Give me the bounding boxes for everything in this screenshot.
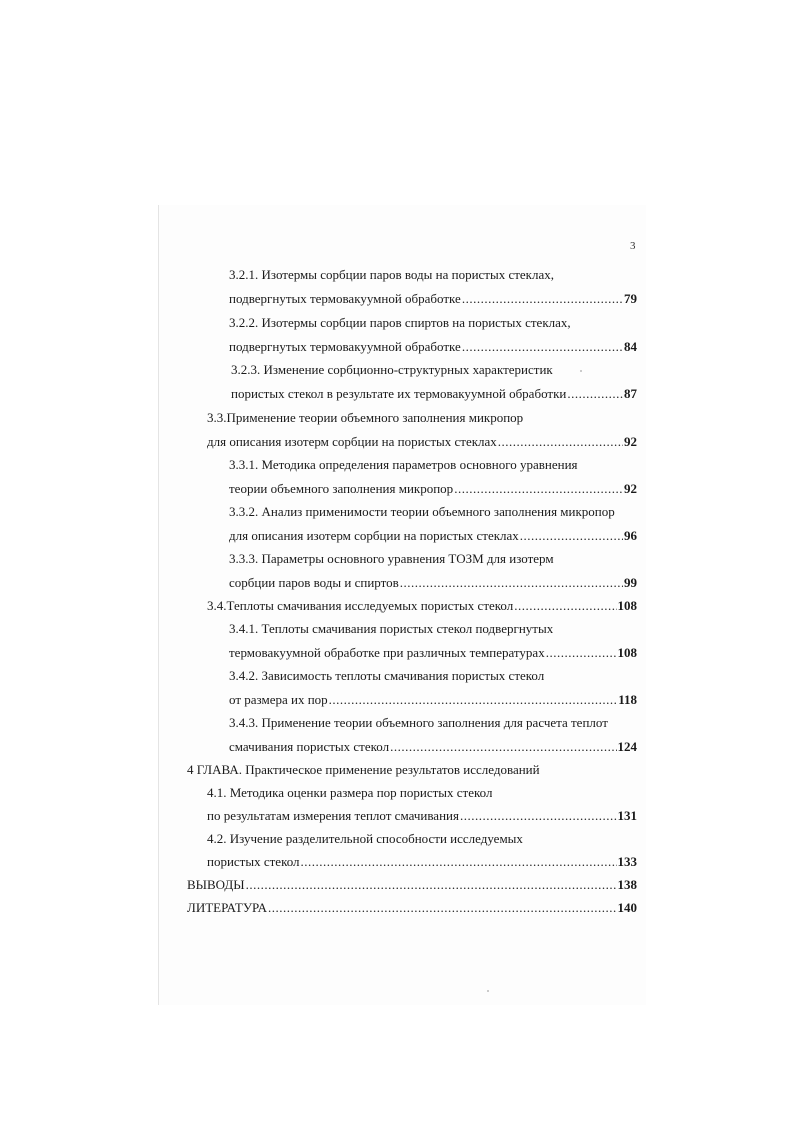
toc-entry-text: пористых стекол в результате их термовакуумной обработки — [231, 386, 567, 401]
toc-entry-4-2-line2 — [207, 854, 637, 870]
toc-page-ref: 131 — [617, 808, 637, 823]
dot-leader — [520, 528, 623, 544]
toc-entry-3-2-1-line2 — [229, 291, 637, 307]
toc-entry-3-4-2-line2 — [229, 692, 637, 708]
toc-page-ref: 84 — [624, 339, 637, 354]
dot-leader — [460, 808, 617, 824]
toc-entry-3-4-1-line2 — [229, 645, 637, 661]
toc-page-ref: 140 — [617, 900, 637, 915]
toc-entry-4-1-line2 — [207, 808, 637, 824]
toc-entry-chapter-4 — [187, 762, 540, 778]
toc-entry-text: 4.2. Изучение разделительной способности исследуемых — [207, 831, 523, 846]
toc-entry-3-3-3-line2 — [229, 575, 637, 591]
dot-leader — [514, 598, 616, 614]
dot-leader — [462, 291, 623, 307]
toc-page-ref: 108 — [617, 645, 637, 660]
dot-leader — [268, 900, 617, 916]
toc-entry-3-2-2-line1 — [229, 315, 571, 331]
toc-page-ref: 133 — [617, 854, 637, 869]
toc-entry-3-4 — [207, 598, 637, 614]
toc-entry-text: подвергнутых термовакуумной обработке — [229, 291, 461, 306]
toc-entry-3-4-2-line1 — [229, 668, 544, 684]
toc-entry-text: 4.1. Методика оценки размера пор пористых стекол — [207, 785, 493, 800]
dot-leader — [301, 854, 617, 870]
toc-page-ref: 118 — [618, 692, 637, 707]
dot-leader — [546, 645, 617, 661]
dot-leader — [462, 339, 623, 355]
toc-entry-text: 3.4.3. Применение теории объемного заполнения для расчета теплот — [229, 715, 608, 730]
toc-entry-text: 3.2.1. Изотермы сорбции паров воды на пористых стеклах, — [229, 267, 555, 282]
dot-leader — [498, 434, 623, 450]
toc-entry-text: 3.4.2. Зависимость теплоты смачивания пористых стекол — [229, 668, 545, 683]
toc-entry-text: пористых стекол — [207, 854, 300, 869]
toc-entry-text: 3.3.3. Параметры основного уравнения ТОЗМ для изотерм — [229, 551, 554, 566]
toc-page-ref: 99 — [624, 575, 637, 590]
toc-page-ref: 87 — [624, 386, 637, 401]
toc-entry-text: 3.3.2. Анализ применимости теории объемного заполнения микропор — [229, 504, 615, 519]
toc-entry-text: 3.3.1. Методика определения параметров основного уравнения — [229, 457, 578, 472]
toc-entry-text: подвергнутых термовакуумной обработке — [229, 339, 461, 354]
toc-entry-text: по результатам измерения теплот смачивания — [207, 808, 459, 823]
toc-entry-3-3-2-line2 — [229, 528, 637, 544]
toc-entry-text: ВЫВОДЫ — [187, 877, 245, 892]
toc-entry-text: 3.4.Теплоты смачивания исследуемых пористых стекол — [207, 598, 514, 613]
toc-entry-3-4-3-line2 — [229, 739, 637, 755]
toc-page-ref: 92 — [624, 434, 637, 449]
toc-entry-3-4-3-line1 — [229, 715, 608, 731]
page-number: 3 — [630, 240, 636, 252]
toc-entry-3-2-3-line1 — [231, 362, 553, 378]
dot-leader — [400, 575, 623, 591]
scan-speck — [487, 990, 489, 992]
dot-leader — [390, 739, 616, 755]
toc-entry-text: сорбции паров воды и спиртов — [229, 575, 399, 590]
toc-entry-3-3-3-line1 — [229, 551, 554, 567]
toc-entry-text: 3.3.Применение теории объемного заполнения микропор — [207, 410, 524, 425]
toc-entry-3-2-2-line2 — [229, 339, 637, 355]
toc-entry-text: смачивания пористых стекол — [229, 739, 390, 754]
toc-page-ref: 96 — [624, 528, 637, 543]
toc-entry-3-2-1-line1 — [229, 267, 554, 283]
toc-page-ref: 108 — [617, 598, 637, 613]
toc-entry-references — [187, 900, 637, 916]
toc-page-ref: 92 — [624, 481, 637, 496]
toc-page-ref: 138 — [617, 877, 637, 892]
toc-entry-text: 3.4.1. Теплоты смачивания пористых стекол подвергнутых — [229, 621, 554, 636]
toc-entry-3-3-2-line1 — [229, 504, 615, 520]
toc-entry-text: для описания изотерм сорбции на пористых стеклах — [229, 528, 519, 543]
toc-page-ref: 124 — [617, 739, 637, 754]
dot-leader — [454, 481, 623, 497]
toc-entry-text: 3.2.3. Изменение сорбционно-структурных характеристик — [231, 362, 553, 377]
dot-leader — [246, 877, 617, 893]
toc-entry-text: 4 ГЛАВА. Практическое применение результатов исследований — [187, 762, 540, 777]
toc-entry-text: теории объемного заполнения микропор — [229, 481, 454, 496]
toc-entry-text: от размера их пор — [229, 692, 328, 707]
toc-entry-3-3-line2 — [207, 434, 637, 450]
toc-entry-3-4-1-line1 — [229, 621, 553, 637]
toc-entry-text: ЛИТЕРАТУРА — [187, 900, 267, 915]
toc-entry-4-1-line1 — [207, 785, 492, 801]
dot-leader — [567, 386, 623, 402]
toc-entry-3-2-3-line2 — [231, 386, 637, 402]
toc-entry-text: 3.2.2. Изотермы сорбции паров спиртов на пористых стеклах, — [229, 315, 571, 330]
toc-entry-3-3-1-line2 — [229, 481, 637, 497]
toc-entry-3-3-line1 — [207, 410, 523, 426]
toc-entry-3-3-1-line1 — [229, 457, 578, 473]
toc-entry-text: термовакуумной обработке при различных температурах — [229, 645, 545, 660]
scan-speck — [580, 370, 582, 372]
toc-entry-conclusions — [187, 877, 637, 893]
toc-entry-4-2-line1 — [207, 831, 523, 847]
toc-page-ref: 79 — [624, 291, 637, 306]
dot-leader — [329, 692, 618, 708]
toc-entry-text: для описания изотерм сорбции на пористых стеклах — [207, 434, 497, 449]
